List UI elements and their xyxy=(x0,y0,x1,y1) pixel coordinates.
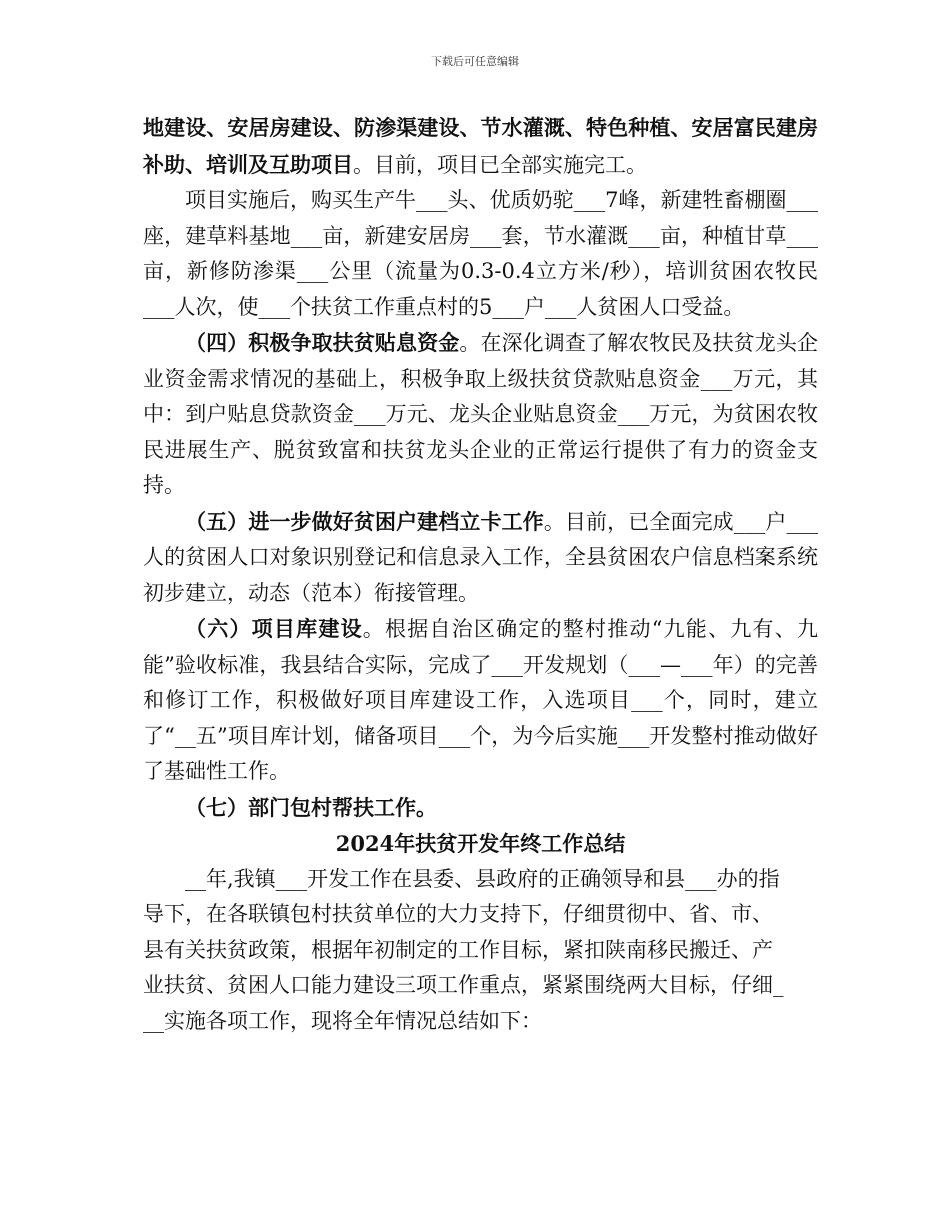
paragraph-project-list xyxy=(143,110,818,183)
paragraph-project-results: 项目实施后，购买生产牛___头、优质奶驼___7峰，新建牲畜棚圈___座，建草料基地___亩，新建安居房___套，节水灌溉___亩，种植甘草___亩，新修防渗渠___公里（流量为0.3-0.4立方米/秒），培训贫困农牧民___人次，使___个扶贫工作重点村的5___户___人贫困人口受益。 xyxy=(143,188,818,319)
summary-line: __年,我镇___开发工作在县委、县政府的正确领导和县___办的指 xyxy=(185,866,780,891)
section-heading-7: （七）部门包村帮扶工作。 xyxy=(185,794,437,820)
paragraph-subsidy-funds xyxy=(143,325,818,504)
section-heading-4: （四）积极争取扶贫贴息资金 xyxy=(185,330,460,355)
paragraph-text: 。目前，已全面完成___户___人的贫困人口对象识别登记和信息录入工作，全县贫困农户信息档案系统初步建立，动态（范本）衔接管理。 xyxy=(143,509,819,605)
paragraph-text: 。在深化调查了解农牧民及扶贫龙头企业资金需求情况的基础上，积极争取上级扶贫贷款贴息资金___万元，其中：到户贴息贷款资金___万元、龙头企业贴息资金___万元，为贫困农牧民进展生产、脱贫致富和扶贫龙头企业的正常运行提供了有力的资金支持。 xyxy=(143,331,818,497)
summary-line: __实施各项工作，现将全年情况总结如下： xyxy=(143,1008,542,1033)
summary-line: 业扶贫、贫困人口能力建设三项工作重点，紧紧围绕两大目标，仔细_ xyxy=(143,973,784,997)
paragraph-year-summary xyxy=(143,862,818,1040)
summary-line: 导下，在各联镇包村扶贫单位的大力支持下，仔细贯彻中、省、市、 xyxy=(143,902,773,926)
section-heading-5: （五）进一步做好贫困户建档立卡工作 xyxy=(185,508,544,534)
paragraph-village-assistance xyxy=(143,790,818,827)
paragraph-text: 。目前，项目已全部实施完工。 xyxy=(353,152,647,177)
page-header: 下载后可任意编辑 xyxy=(431,55,519,68)
document-title: 2024年扶贫开发年终工作总结 xyxy=(335,831,626,856)
summary-line: 县有关扶贫政策，根据年初制定的工作目标，紧扣陕南移民搬迁、产 xyxy=(143,937,773,962)
section-heading-6: （六）项目库建设 xyxy=(185,616,363,641)
paragraph-bold-lead: 地建设、安居房建设、防渗渠建设、节水灌溉、特色种植、安居富民建房补助、培训及互助项目 xyxy=(143,115,818,177)
paragraph-project-library xyxy=(143,611,818,790)
paragraph-poverty-files xyxy=(143,504,818,612)
paragraph-text: 。根据自治区确定的整村推动“九能、九有、九能”验收标准，我县结合实际，完成了___开发规划（___—___年）的完善和修订工作，积极做好项目库建设工作，入选项目___个，同时，建立了“__五”项目库计划，储备项目___个，为今后实施___开发整村推动做好了基础性工作。 xyxy=(143,617,819,783)
document-body xyxy=(143,110,818,1039)
